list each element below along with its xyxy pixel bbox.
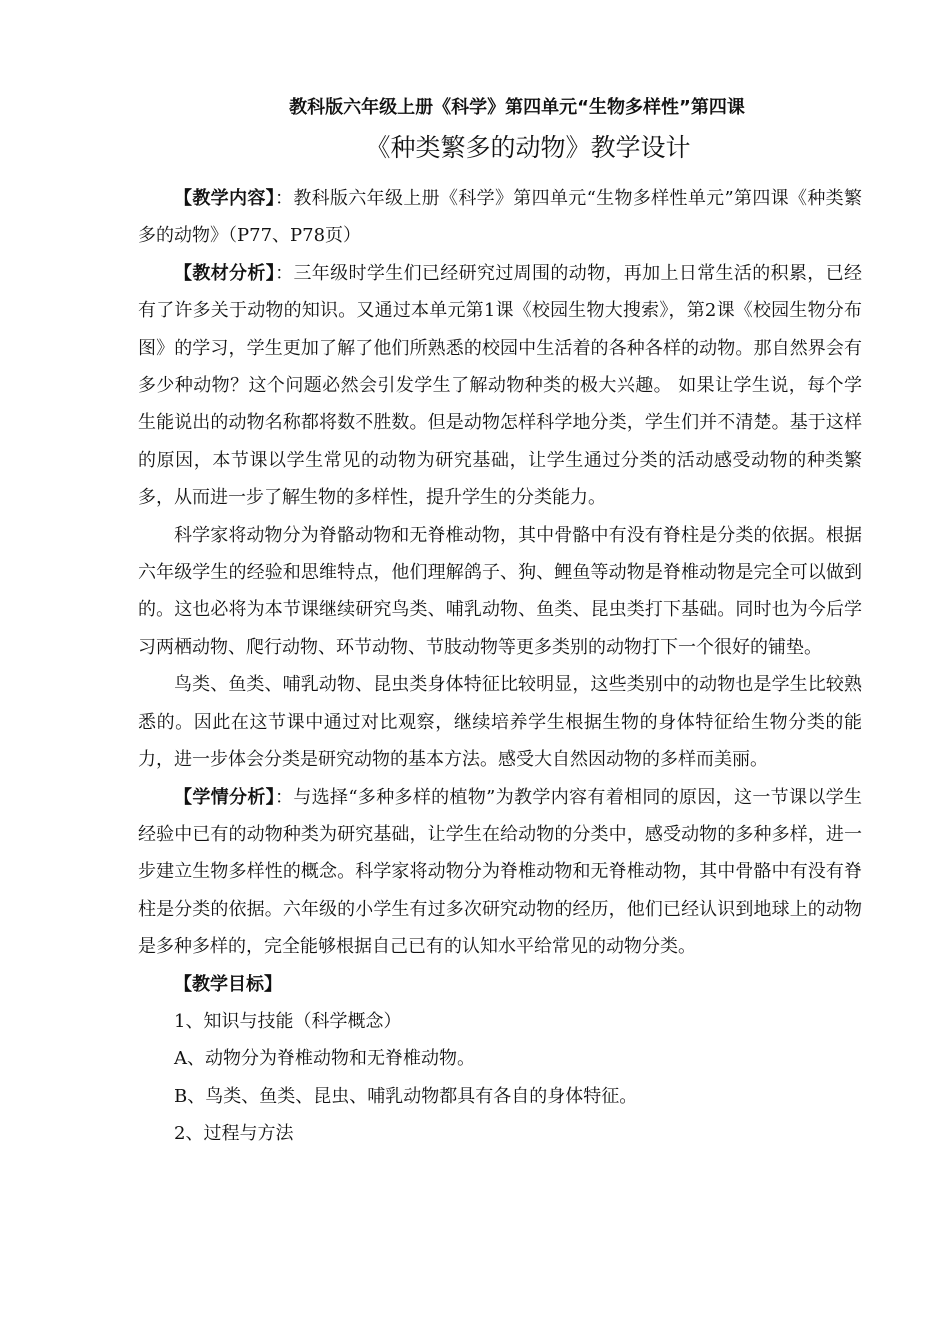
- document-body: [138, 180, 862, 1153]
- goal-item: A、动物分为脊椎动物和无脊椎动物。: [174, 1048, 475, 1070]
- teaching-content-text: ：教科版六年级上册《科学》第四单元“生物多样性单元”第四课《种类繁多的动物》（P77、P78页）: [138, 188, 863, 247]
- document-subtitle: 教科版六年级上册《科学》第四单元“生物多样性”第四课: [289, 97, 745, 118]
- material-analysis-paragraph-2: 科学家将动物分为脊骼动物和无脊椎动物，其中骨骼中有没有脊柱是分类的依据。根据六年级学生的经验和思维特点，他们理解鸽子、狗、鲤鱼等动物是脊椎动物是完全可以做到的。这也必将为本节课继续研究鸟类、哺乳动物、鱼类、昆虫类打下基础。同时也为今后学习两栖动物、爬行动物、环节动物、节肢动物等更多类别的动物打下一个很好的铺垫。: [138, 524, 862, 658]
- goal-item: 1、知识与技能（科学概念）: [174, 1010, 402, 1032]
- student-analysis-text: ：与选择“多种多样的植物”为教学内容有着相同的原因，这一节课以学生经验中已有的动物种类为研究基础，让学生在给动物的分类中，感受动物的多种多样，进一步建立生物多样性的概念。科学家将动物分为脊椎动物和无脊椎动物，其中骨骼中有没有脊柱是分类的依据。六年级的小学生有过多次研究动物的经历，他们已经认识到地球上的动物是多种多样的，完全能够根据自己已有的认知水平给常见的动物分类。: [138, 786, 863, 958]
- material-analysis-paragraph-3: 鸟类、鱼类、哺乳动物、昆虫类身体特征比较明显，这些类别中的动物也是学生比较熟悉的。因此在这节课中通过对比观察，继续培养学生根据生物的身体特征给生物分类的能力，进一步体会分类是研究动物的基本方法。感受大自然因动物的多样而美丽。: [138, 674, 862, 771]
- teaching-goals-heading: 【教学目标】: [174, 973, 282, 995]
- material-analysis-label: 【教材分析】: [174, 262, 276, 284]
- goal-item: B、鸟类、鱼类、昆虫、哺乳动物都具有各自的身体特征。: [174, 1085, 638, 1107]
- goal-item: 2、过程与方法: [174, 1123, 294, 1145]
- student-analysis-label: 【学情分析】: [174, 786, 275, 808]
- material-analysis-paragraph: [138, 255, 862, 517]
- teaching-content-label: 【教学内容】: [174, 188, 275, 209]
- student-analysis-paragraph: [138, 779, 862, 966]
- teaching-content-paragraph: [138, 180, 862, 255]
- document-title: 《种类繁多的动物》教学设计: [365, 133, 691, 162]
- material-analysis-text: ：三年级时学生们已经研究过周围的动物，再加上日常生活的积累，已经有了许多关于动物的知识。又通过本单元第1课《校园生物大搜索》，第2课《校园生物分布图》的学习，学生更加了解了他们所熟悉的校园中生活着的各种各样的动物。那自然界会有多少种动物？这个问题必然会引发学生了解动物种类的极大兴趣。 如果让学生说，每个学生能说出的动物名称都将数不胜数。但是动物怎样科学地分类，学生们并不清楚。基于这样的原因，本节课以学生常见的动物为研究基础，让学生通过分类的活动感受动物的种类繁多，从而进一步了解生物的多样性，提升学生的分类能力。: [138, 262, 862, 509]
